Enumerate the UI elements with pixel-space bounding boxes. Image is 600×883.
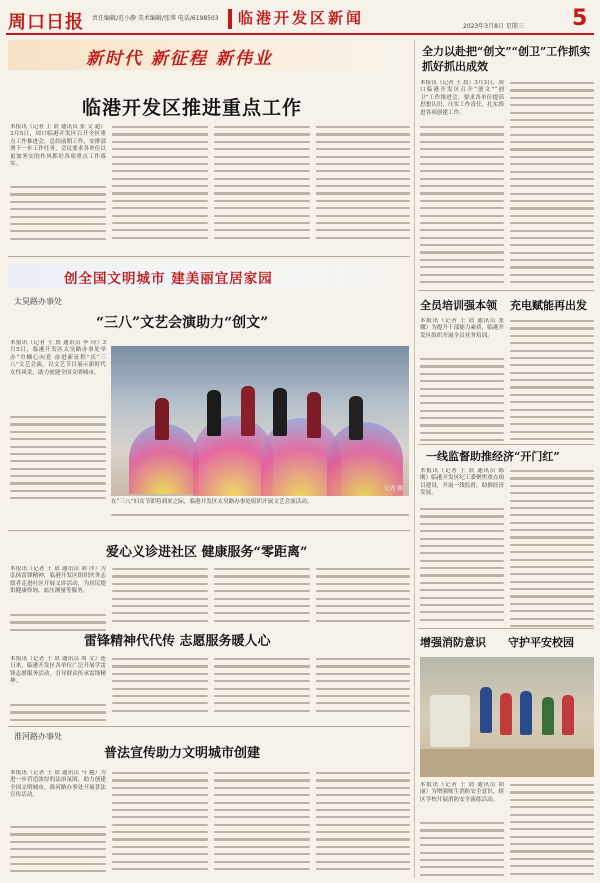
divider bbox=[418, 628, 594, 629]
right-story1-headline: 全力以赴把“创文”“创卫”工作抓实抓好抓出成效 bbox=[422, 45, 591, 73]
divider bbox=[418, 290, 594, 291]
leifeng-story-text-col2 bbox=[112, 658, 208, 717]
main-story-text bbox=[10, 186, 106, 245]
right-story1-text-col2 bbox=[510, 82, 594, 289]
art-story-headline: “三八”文艺会演助力“创文” bbox=[96, 315, 269, 331]
right-story3-text bbox=[420, 508, 504, 626]
right-story4-headline-a: 增强消防意识 bbox=[420, 636, 486, 649]
right-story2-headline-b: 充电赋能再出发 bbox=[510, 299, 587, 312]
law-story-text-col3 bbox=[214, 772, 310, 875]
right-story4-lead: 本报讯（记者 王 晨 通讯员 胡 丽）为增强师生消防安全意识，辖区学校开展消防安全演练活动。 bbox=[420, 782, 504, 803]
divider bbox=[418, 444, 594, 445]
law-story-text bbox=[10, 826, 106, 878]
divider bbox=[8, 726, 410, 727]
volunteer-story-text-col4 bbox=[316, 568, 410, 627]
civic-banner-text: 创全国文明城市 建美丽宜居家园 bbox=[64, 271, 273, 287]
civic-banner bbox=[8, 264, 410, 288]
right-story1-lead: 本报讯（记者 王 晨）3月3日，周口临港开发区召开“创文”“创卫”工作推进会，要求各单位提高思想认识，压实工作责任，扎实推进各项创建工作。 bbox=[420, 80, 504, 116]
page-number: 5 bbox=[572, 6, 588, 31]
volunteer-story-text-col2 bbox=[112, 568, 208, 627]
photo-credit: 记者 摄 bbox=[384, 486, 403, 492]
divider bbox=[8, 530, 410, 531]
right-story3-text-col2 bbox=[510, 470, 594, 632]
leifeng-story-lead: 本报讯（记者 王 晨 通讯员 周 文）连日来，临港开发区各单位广泛开展学雷锋志愿服务活动，引导群众传承雷锋精神。 bbox=[10, 656, 106, 685]
leifeng-story-text-col4 bbox=[316, 658, 410, 717]
volunteer-story-text-col3 bbox=[214, 568, 310, 627]
main-story-text-col3 bbox=[214, 126, 310, 244]
section-title: 临港开发区新闻 bbox=[238, 9, 365, 27]
slogan-banner-text: 新时代 新征程 新伟业 bbox=[86, 49, 273, 69]
main-story-text-col4 bbox=[316, 126, 410, 244]
main-story-text-col2 bbox=[112, 126, 208, 244]
column-divider bbox=[414, 40, 415, 878]
leifeng-story-text bbox=[10, 704, 106, 726]
art-story-text-below bbox=[111, 514, 409, 521]
slogan-banner bbox=[8, 40, 410, 70]
performance-photo bbox=[111, 346, 409, 496]
law-story-lead: 本报讯（记者 王 晨 通讯员 马 越）为进一步营造浓厚的法治氛围，助力创建全国文明城市，淮河路办事处开展普法宣传活动。 bbox=[10, 770, 106, 799]
masthead bbox=[6, 5, 594, 35]
newspaper-logo: 周口日报 bbox=[8, 12, 84, 33]
law-story-text-col2 bbox=[112, 772, 208, 875]
section-label-huaihe: 淮河路办事处 bbox=[14, 732, 62, 741]
right-story4-text bbox=[420, 822, 504, 881]
art-story-lead: 本报讯（记者 王 晨 通讯员 李 玲）3月5日，临港开发区太昊路办事处举办“巾帼心向党 奋进新征程”庆“三八”文艺会演，以文艺节目展示新时代女性风采，助力创建全国文明城市。 bbox=[10, 340, 106, 376]
photo-caption: 在“三八”妇女节即将到来之际，临港开发区太昊路办事处组织开展文艺会演活动。 bbox=[111, 499, 313, 505]
right-story2-headline-a: 全员培训强本领 bbox=[420, 299, 497, 312]
law-story-headline: 普法宣传助力文明城市创建 bbox=[104, 746, 261, 761]
section-label-taihao: 太昊路办事处 bbox=[14, 297, 62, 306]
leifeng-story-text-col3 bbox=[214, 658, 310, 717]
main-headline: 临港开发区推进重点工作 bbox=[82, 97, 303, 119]
law-story-text-col4 bbox=[316, 772, 410, 875]
right-story2-lead: 本报讯（记者 王 晨 通讯员 张 娜）为提升干部能力素质，临港开发区组织开展全员业务培训。 bbox=[420, 318, 504, 339]
section-marker bbox=[228, 9, 232, 29]
right-story4-headline-b: 守护平安校园 bbox=[508, 636, 574, 649]
divider bbox=[8, 256, 410, 257]
fire-drill-photo bbox=[420, 657, 594, 777]
right-story3-lead: 本报讯（记者 王 晨 通讯员 陈 刚）临港开发区纪工委聚焦重点项目建设，开展一线监督，助推经济发展。 bbox=[420, 468, 504, 497]
right-story4-text-col2 bbox=[510, 784, 594, 880]
right-story2-text bbox=[420, 358, 504, 447]
right-story1-text bbox=[420, 126, 504, 288]
issue-date: 2023年3月8日 星期三 bbox=[463, 23, 524, 30]
right-story2-text-col2 bbox=[510, 320, 594, 445]
leifeng-story-headline: 雷锋精神代代传 志愿服务暖人心 bbox=[84, 634, 271, 649]
main-story-lead: 本报讯（记者 王 晨 通讯员 张 文 超）3月5日，周口临港开发区召开全区重点工作推进会，总结前期工作，安排部署下一步工作任务，会议要求各单位以更加务实的作风抓好各项重点工作落实。 bbox=[10, 124, 106, 168]
art-story-text bbox=[10, 416, 106, 505]
right-story3-headline: 一线监督助推经济“开门红” bbox=[426, 450, 560, 463]
editor-info: 责任编辑/范小静 美术编辑/张霁 电话/6198503 bbox=[92, 15, 219, 22]
volunteer-story-lead: 本报讯（记者 王 晨 通讯员 刘 洋）为弘扬雷锋精神，临港开发区组织医务志愿者走进社区开展义诊活动，为居民提供健康咨询、血压测量等服务。 bbox=[10, 566, 106, 595]
volunteer-story-headline: 爱心义诊进社区 健康服务“零距离” bbox=[106, 545, 308, 560]
